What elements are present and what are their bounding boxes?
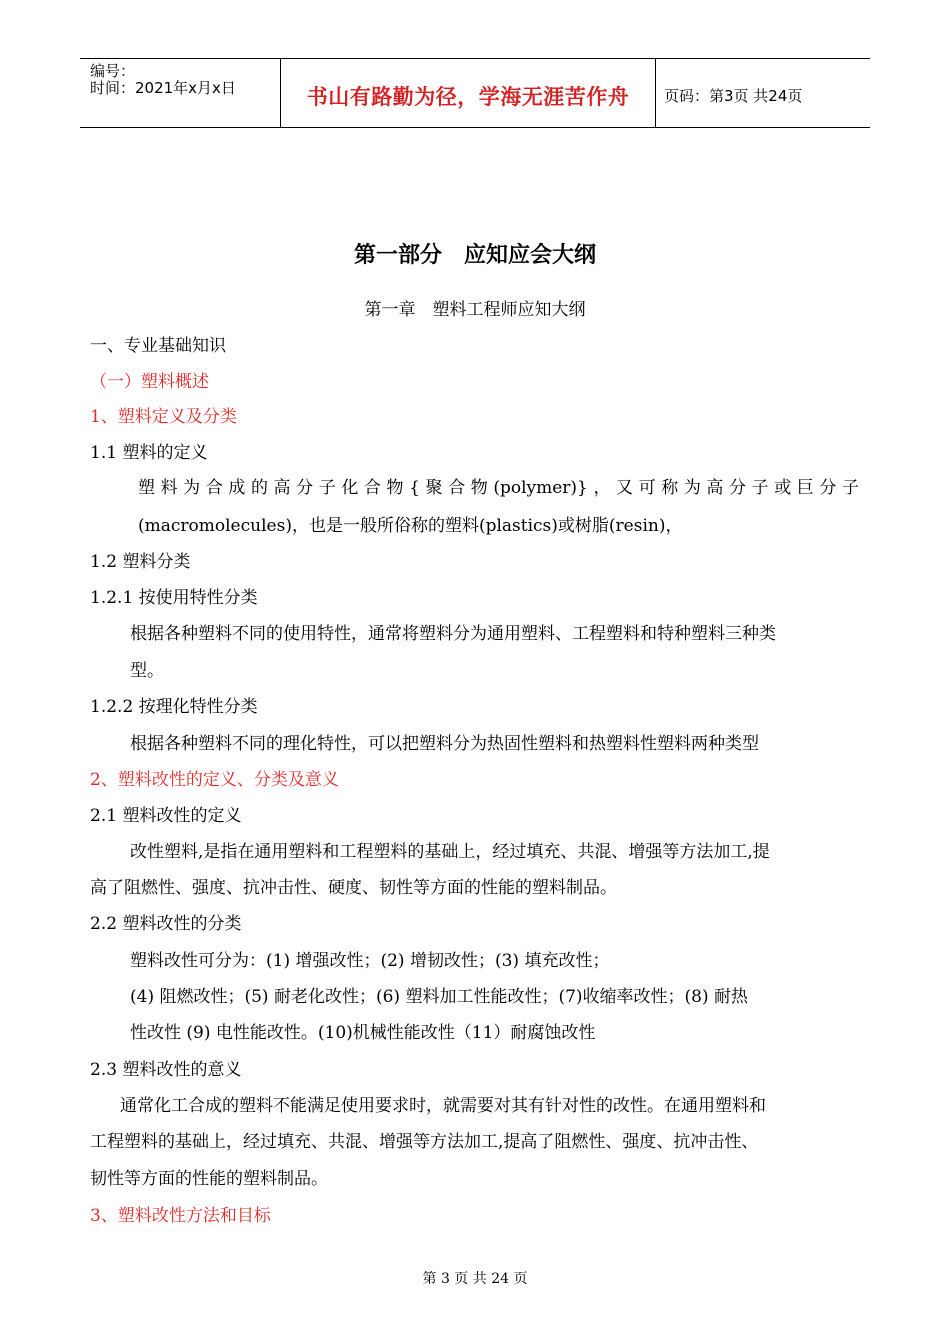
clause-heading: 1.2.2 按理化特性分类 (90, 697, 258, 717)
header-motto-cell (280, 59, 656, 127)
header-page-info: 页码：第3页 共24页 (664, 87, 803, 105)
paragraph-line: 韧性等方面的性能的塑料制品。 (90, 1169, 328, 1189)
header-meta-cell (80, 59, 280, 127)
header-page-cell (655, 59, 870, 127)
section-heading: 一、专业基础知识 (90, 336, 226, 356)
paragraph-line: 改性塑料,是指在通用塑料和工程塑料的基础上，经过填充、共混、增强等方法加工,提 (130, 842, 770, 862)
document-header (80, 58, 870, 128)
subsection-heading: （一）塑料概述 (90, 372, 209, 392)
topic-heading: 2、塑料改性的定义、分类及意义 (90, 770, 339, 790)
clause-heading: 2.3 塑料改性的意义 (90, 1060, 242, 1080)
paragraph-line: (4) 阻燃改性；(5) 耐老化改性；(6) 塑料加工性能改性；(7)收缩率改性；(8) 耐热 (130, 987, 749, 1007)
topic-heading: 3、塑料改性方法和目标 (90, 1206, 271, 1226)
paragraph-line: 性改性 (9) 电性能改性。(10)机械性能改性（11）耐腐蚀改性 (130, 1023, 596, 1043)
topic-heading: 1、塑料定义及分类 (90, 407, 237, 427)
page-footer: 第 3 页 共 24 页 (422, 1271, 528, 1287)
paragraph-line: 根据各种塑料不同的理化特性，可以把塑料分为热固性塑料和热塑料性塑料两种类型 (130, 734, 759, 754)
document-number: 编号： (90, 62, 136, 80)
paragraph-line: 根据各种塑料不同的使用特性，通常将塑料分为通用塑料、工程塑料和特种塑料三种类 (130, 624, 776, 644)
chapter-title: 第一章 塑料工程师应知大纲 (364, 300, 586, 320)
document-date: 时间：2021年x月x日 (90, 79, 236, 97)
header-motto: 书山有路勤为径，学海无涯苦作舟 (306, 85, 630, 109)
paragraph-line: 塑料为合成的高分子化合物{聚合物(polymer)}，又可称为高分子或巨分子 (138, 478, 859, 498)
paragraph-line: 工程塑料的基础上，经过填充、共混、增强等方法加工,提高了阻燃性、强度、抗冲击性、 (90, 1132, 759, 1152)
part-title: 第一部分 应知应会大纲 (353, 243, 596, 268)
clause-heading: 1.2 塑料分类 (90, 552, 191, 572)
paragraph-line: 型。 (130, 661, 164, 681)
clause-heading: 2.2 塑料改性的分类 (90, 914, 242, 934)
paragraph-line: (macromolecules)，也是一般所俗称的塑料(plastics)或树脂(resin)， (138, 516, 683, 536)
clause-heading: 1.1 塑料的定义 (90, 443, 208, 463)
paragraph-line: 塑料改性可分为：(1) 增强改性；(2) 增韧改性；(3) 填充改性； (130, 951, 610, 971)
paragraph-line: 高了阻燃性、强度、抗冲击性、硬度、韧性等方面的性能的塑料制品。 (90, 878, 617, 898)
clause-heading: 2.1 塑料改性的定义 (90, 806, 242, 826)
paragraph-line: 通常化工合成的塑料不能满足使用要求时，就需要对其有针对性的改性。在通用塑料和 (120, 1096, 766, 1116)
clause-heading: 1.2.1 按使用特性分类 (90, 588, 258, 608)
